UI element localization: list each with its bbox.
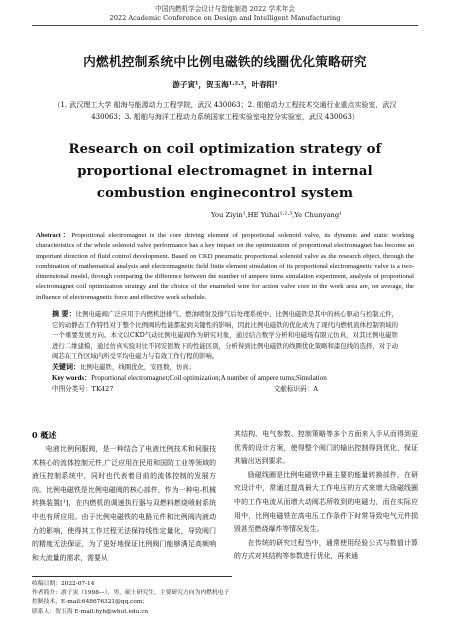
section-title: 0 概述	[32, 430, 57, 440]
keywords-chinese-text: 比例电磁铁，线圈优化，安匝数，仿真；	[80, 363, 196, 372]
keywords-english-label: Key words：	[52, 373, 92, 382]
body-paragraph: 电液比例伺服阀，是一种结合了电液比例技术和伺服技术核心的流体控制元件,广泛应用在民用和国防工业等领域的液压控制系统中，同时也代表着目前的流体控制的发展方向。比例电磁铁是比例电磁阀的核心部件，作为一种电-机械转换装置[¹]，在内燃机的调速执行器与双燃料燃烧喷射系统中也有所应用。由于比例电磁铁的电路元件和比例阀内液动力的影响，使得其工作过程无法保持线性定量化，导致阀门的精度无法保证，为了更好地保证比例阀门能够满足高频响和大流量的需求，需要从	[32, 445, 216, 562]
body-column-left	[32, 428, 216, 565]
keywords-english-text: Proportional electromagnet;Coil optimization;A number of ampere turns;Simulation	[91, 373, 327, 382]
abstract-english-label: Abstract：	[36, 232, 72, 239]
running-header	[32, 0, 418, 23]
document-code: 文献标识码：A	[273, 385, 318, 394]
title-english: Research on coil optimization strategy of proportional electromagnet in internal combustion enginecontrol system	[68, 142, 382, 201]
body-column-right	[234, 428, 418, 565]
body-paragraph: 励磁线圈是比例电磁铁中最主要的能量转换部件，在研究设计中，常通过提高最大工作电压的方式来增大励磁线圈中的工作电流从而增大动阀芯所收到的电磁力，而在实际应用中，比例电磁铁在高电压工作条件下时常导致电气元件损毁甚至燃烧爆炸等情况发生。	[234, 470, 418, 534]
footnote-received: 收稿日期：2022-07-14	[32, 581, 95, 587]
abstract-english	[32, 231, 418, 303]
body-paragraph: 其结构、电气参数、控制策略等多个方面来入手从而得到更优秀的设计方案，使得整个阀门的输出控制得到优化，保证其输出达到要求。	[234, 430, 418, 466]
abstract-chinese-block	[32, 309, 418, 395]
title-chinese: 内燃机控制系统中比例电磁铁的线圈优化策略研究	[83, 54, 367, 69]
keywords-chinese-label: 关键词：	[52, 362, 80, 372]
abstract-english-text: Proportional electromagnet is the core driving element of proportional solenoid valve, its dynamic and static working characteristics of the whole solenoid valve performance has a key impact on the optimization of proportional electromagnet has become an important direction of fluid control development. Based on CKD pneumatic proportional solenoid valve as the research object, through the combination of mathematical analysis and electromagnetic field finite element simulation of its proportional electromagnetic valve is a two-dimensional model, through comparing the difference between the number of ampere turns simulation experiment, analysis of proportional electromagnet coil optimization strategy and the choice of the enameled wire for action valve core in the work area are, on average, the influence of electromagnetic force and effective work schedule.	[36, 232, 414, 301]
body-columns	[32, 428, 418, 565]
abstract-chinese	[52, 309, 398, 362]
header-line-en: 2022 Academic Conference on Design and Intelligent Manufacturing	[109, 14, 341, 22]
authors-english: You Ziyin¹,HE Yuhai¹·²·³,Ye Chunyang¹	[210, 211, 342, 219]
header-rule	[32, 25, 418, 26]
footnote	[32, 576, 232, 617]
keywords-chinese	[52, 362, 398, 373]
authors-chinese: 游子寅¹，贺玉海¹·²·³，叶春阳¹	[172, 80, 278, 89]
footnote-contact: 联系人：贺玉海 E-mail:hyh@whut.edu.cn	[32, 608, 149, 615]
header-line-cn: 中国内燃机学会设计与智能制造 2022 学术年会	[155, 5, 295, 13]
affiliation-chinese: （1. 武汉理工大学 船海与能源动力工程学院，武汉 430063；2. 船舶动力工程技术交通行业重点实验室，武汉 430063；3. 船舶与海洋工程动力系统国家工程实验室电控分实验室，武汉 430063）	[53, 101, 397, 121]
clc-number: 中图分类号：TK427	[52, 385, 114, 394]
body-paragraph: 在传统的研究过程当中，通常使用经验公式与数值计算的方式对其结构等参数进行优化，再来通	[234, 538, 418, 561]
keywords-english	[52, 373, 398, 384]
abstract-chinese-label: 摘 要：	[52, 309, 76, 319]
abstract-chinese-text: 比例电磁阀广泛应用于内燃机进排气、燃油喷射及排气后处理系统中，比例电磁铁是其中的核心驱动与控制元件，它的动静态工作特性对于整个比例阀的性能都起到关键性的影响，因此比例电磁铁的优化成为了现代内燃机流体控制领域的一个重要发展方向。本文以CKD气动比例电磁阀作为研究对象，通过结合数学分析和电磁场有限元仿真，对其比例电磁铁进行二维建模，通过仿真实验对比不同安匝数下的性能区别，分析得到比例电磁铁的线圈优化策略和漆包线的选择，对于动阀芯在工作区域内所受平均电磁力与有效工作行程的影响。	[52, 310, 399, 361]
classification-row	[52, 384, 398, 395]
footnote-author-info: 作者简介：游子寅（1998—），男，硕士研究生，主要研究方向为内燃机电子控制技术，E-mail:648676321@qq.com；	[32, 590, 230, 606]
